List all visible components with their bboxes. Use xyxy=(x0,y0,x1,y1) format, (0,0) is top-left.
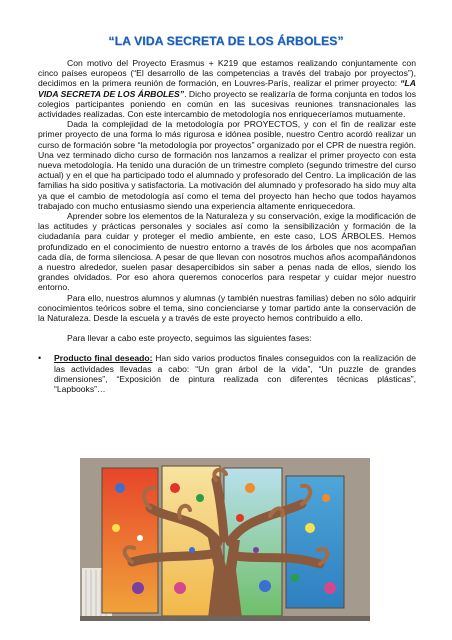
p1-rest: . Dicho proyecto se realizaría de forma conjunta en todos los colegios participantes poniendo en común en las sucesivas reuniones transnacionales las actividades realizadas. Con este intercambio de metodología nos enriqueceríamos mutuamente. xyxy=(38,88,416,120)
document-title: “LA VIDA SECRETA DE LOS ÁRBOLES” xyxy=(108,34,344,48)
document-body xyxy=(38,58,416,394)
bullet-label: Producto final deseado: xyxy=(54,353,153,364)
tree-artwork-photo xyxy=(80,458,370,621)
paragraph-1 xyxy=(38,58,416,119)
bullet-text: Han sido varios productos finales conseguidos con la realización de las actividades llevadas a cabo: “Un gran árbol de la vida”, “Un puzzle de grandes dimensiones”, “Exposición de pintura realizada con diferentes técnicas plásticas”, “Lapbooks”… xyxy=(54,353,416,395)
paragraph-5: Para llevar a cabo este proyecto, seguimos las siguientes fases: xyxy=(67,333,312,344)
paragraph-2: Dada la complejidad de la metodología por PROYECTOS, y con el fin de realizar este primer proyecto de una forma lo más rigurosa e idónea posible, nuestro Centro acordó realizar un curso de formación sobre “la metodología por proyectos” organizado por el CPR de nuestra región. Una vez terminado dicho curso de formación nos lanzamos a realizar el primer proyecto con esta nueva metodología. Ha tenido una duración de un trimestre completo (segundo trimestre del curso actual) y en el que ha participado todo el alumnado y profesorado del Centro. La implicación de las familias ha sido positiva y satisfactoria. La motivación del alumnado y profesorado ha sido muy alta ya que el cambio de metodología así como el tema del proyecto han hecho que todos hayamos trabajado con mucho entusiasmo siendo una experiencia altamente enriquecedora. xyxy=(38,119,416,211)
bullet-item xyxy=(38,353,416,394)
p1-intro: Con motivo del Proyecto Erasmus + K219 que estamos realizando conjuntamente con cinco países europeos (“El desarrollo de las competencias a través del trabajo por proyectos”), decidimos en la primera reunión de formación, en Louvres-París, realizar el primer proyecto: xyxy=(38,58,416,89)
paragraph-4: Para ello, nuestros alumnos y alumnas (y también nuestras familias) deben no sólo adquirir conocimientos teóricos sobre el tema, sino concienciarse y tomar partido ante la conservación de la Naturaleza. Desde la escuela y a través de este proyecto hemos contribuido a ello. xyxy=(38,292,416,324)
bullet-symbol: • xyxy=(38,353,42,364)
paragraph-3: Aprender sobre los elementos de la Naturaleza y su conservación, exige la modificación de las actitudes y prácticas personales y sociales así como la sensibilización y formación de la ciudadanía para cuidar y proteger el medio ambiente, en este caso, LOS ÁRBOLES. Hemos profundizado en el conocimiento de nuestro entorno a través de los árboles que nos acompañan cada día, de forma silenciosa. A pesar de que llevan con nosotros muchos años acompañándonos a nuestro alrededor, suelen pasar desapercibidos sin saber a penas nada de ellos, siendo los grandes olvidados. Por eso ahora queremos conocerlos para respetar y cuidar mejor nuestro entorno. xyxy=(38,211,416,293)
project-name: “LA VIDA SECRETA DE LOS ÁRBOLES” xyxy=(38,78,416,99)
